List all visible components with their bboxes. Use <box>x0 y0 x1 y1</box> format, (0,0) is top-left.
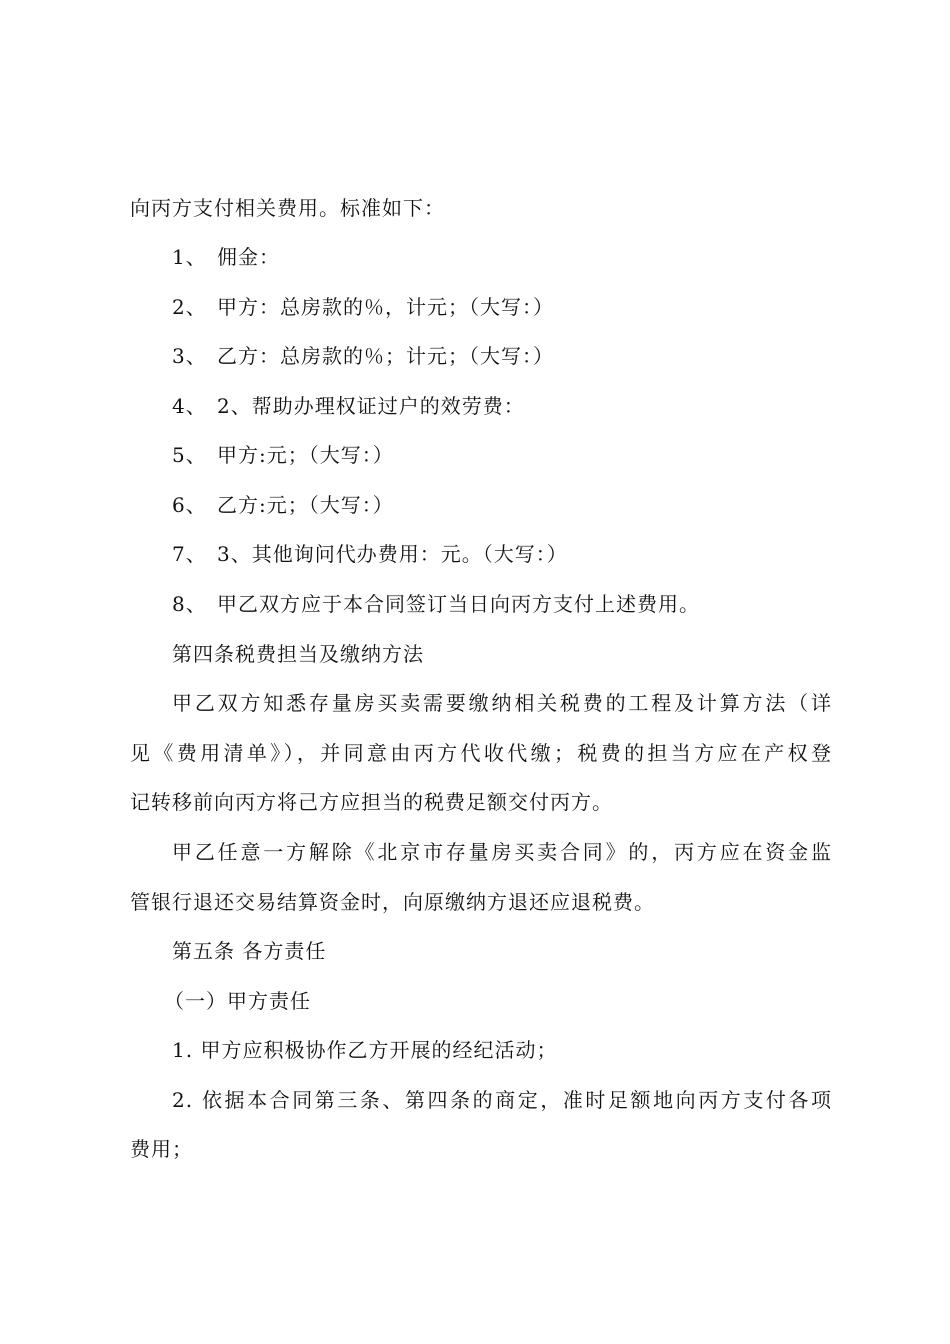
list-item-text: 佣金： <box>217 245 280 269</box>
list-item <box>172 542 882 566</box>
list-item <box>172 394 882 418</box>
list-item: 2. 依据本合同第三条、第四条的商定，准时足额地向丙方支付各项 <box>172 1088 832 1112</box>
list-item-text: 2、帮助办理权证过户的效劳费： <box>217 394 525 418</box>
section-heading: 第五条 各方责任 <box>172 939 327 963</box>
list-item <box>172 493 882 517</box>
list-item-text: 3、其他询问代办费用：元。（大写：） <box>217 542 568 566</box>
list-item-text: 甲方:元；（大写：） <box>217 443 394 467</box>
list-item-text: 乙方:元；（大写：） <box>217 493 394 517</box>
list-item: 1. 甲方应积极协作乙方开展的经纪活动； <box>172 1038 558 1062</box>
list-item <box>172 592 882 616</box>
paragraph-line: 见《费用清单》），并同意由丙方代收代缴；税费的担当方应在产权登 <box>130 741 832 765</box>
list-number: 8、 <box>172 592 207 616</box>
paragraph-line: 管银行退还交易结算资金时，向原缴纳方退还应退税费。 <box>130 890 655 914</box>
list-item-text: 甲方：总房款的％，计元；（大写：） <box>217 295 554 319</box>
list-number: 7、 <box>172 542 207 566</box>
paragraph-line: 甲乙双方知悉存量房买卖需要缴纳相关税费的工程及计算方法（详 <box>172 691 832 715</box>
paragraph-line: 甲乙任意一方解除《北京市存量房买卖合同》的，丙方应在资金监 <box>172 840 832 864</box>
paragraph-line: 费用； <box>130 1137 193 1161</box>
subsection-heading: （一）甲方责任 <box>164 989 311 1013</box>
list-item <box>172 443 882 467</box>
list-item <box>172 344 882 368</box>
list-item <box>172 245 882 269</box>
list-item-text: 甲乙双方应于本合同签订当日向丙方支付上述费用。 <box>217 592 700 616</box>
list-number: 5、 <box>172 443 207 467</box>
list-number: 2、 <box>172 295 207 319</box>
paragraph-line: 记转移前向丙方将己方应担当的税费足额交付丙方。 <box>130 790 613 814</box>
list-number: 1、 <box>172 245 207 269</box>
list-number: 6、 <box>172 493 207 517</box>
section-heading: 第四条税费担当及缴纳方法 <box>172 642 424 666</box>
paragraph-line: 向丙方支付相关费用。标准如下： <box>130 196 445 220</box>
list-item-text: 乙方：总房款的％；计元；（大写：） <box>217 344 554 368</box>
list-number: 3、 <box>172 344 207 368</box>
list-number: 4、 <box>172 394 207 418</box>
list-item <box>172 295 882 319</box>
